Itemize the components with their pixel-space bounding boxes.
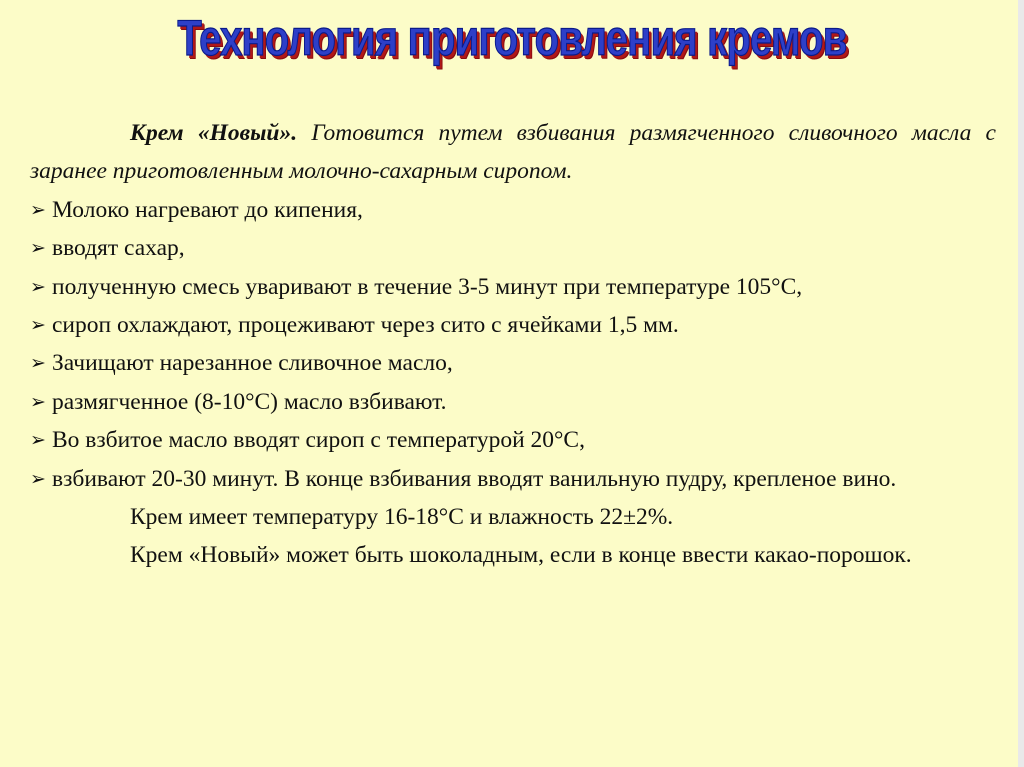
note-paragraph: Крем «Новый» может быть шоколадным, если в конце ввести какао-порошок. bbox=[130, 542, 912, 569]
intro-text: Готовится путем взбивания размягченного сливочного масла с заранее приготовленным молочно-сахарным сиропом. bbox=[30, 120, 996, 185]
note-paragraph: Крем имеет температуру 16-18°С и влажность 22±2%. bbox=[130, 504, 674, 531]
step-text: размягченное (8-10°С) масло взбивают. bbox=[52, 388, 447, 415]
step-item bbox=[30, 460, 996, 498]
step-text: Во взбитое масло вводят сироп с температурой 20°С, bbox=[52, 427, 585, 454]
arrow-bullet-icon: ➢ bbox=[30, 352, 46, 375]
intro-term: Крем «Новый». bbox=[130, 120, 298, 146]
step-text: полученную смесь уваривают в течение 3-5 минут при температуре 105°С, bbox=[52, 273, 803, 300]
arrow-bullet-icon: ➢ bbox=[30, 429, 46, 452]
slide-body bbox=[30, 114, 996, 575]
arrow-bullet-icon: ➢ bbox=[30, 314, 46, 337]
step-item bbox=[30, 191, 996, 229]
arrow-bullet-icon: ➢ bbox=[30, 237, 46, 260]
step-item bbox=[30, 344, 996, 382]
step-item bbox=[30, 306, 996, 344]
intro-paragraph bbox=[30, 114, 996, 191]
arrow-bullet-icon: ➢ bbox=[30, 275, 46, 298]
step-item bbox=[30, 229, 996, 267]
step-item bbox=[30, 421, 996, 459]
slide-title: Технология приготовления кремов bbox=[177, 10, 847, 66]
step-item bbox=[30, 268, 996, 306]
arrow-bullet-icon: ➢ bbox=[30, 198, 46, 221]
step-text: сироп охлаждают, процеживают через сито с ячейками 1,5 мм. bbox=[52, 312, 679, 339]
arrow-bullet-icon: ➢ bbox=[30, 467, 46, 490]
step-item bbox=[30, 383, 996, 421]
step-text: Молоко нагревают до кипения, bbox=[52, 196, 363, 223]
step-text: Зачищают нарезанное сливочное масло, bbox=[52, 350, 453, 377]
step-text: взбивают 20-30 минут. В конце взбивания вводят ванильную пудру, крепленое вино. bbox=[52, 465, 897, 492]
step-text: вводят сахар, bbox=[52, 235, 185, 262]
arrow-bullet-icon: ➢ bbox=[30, 390, 46, 413]
